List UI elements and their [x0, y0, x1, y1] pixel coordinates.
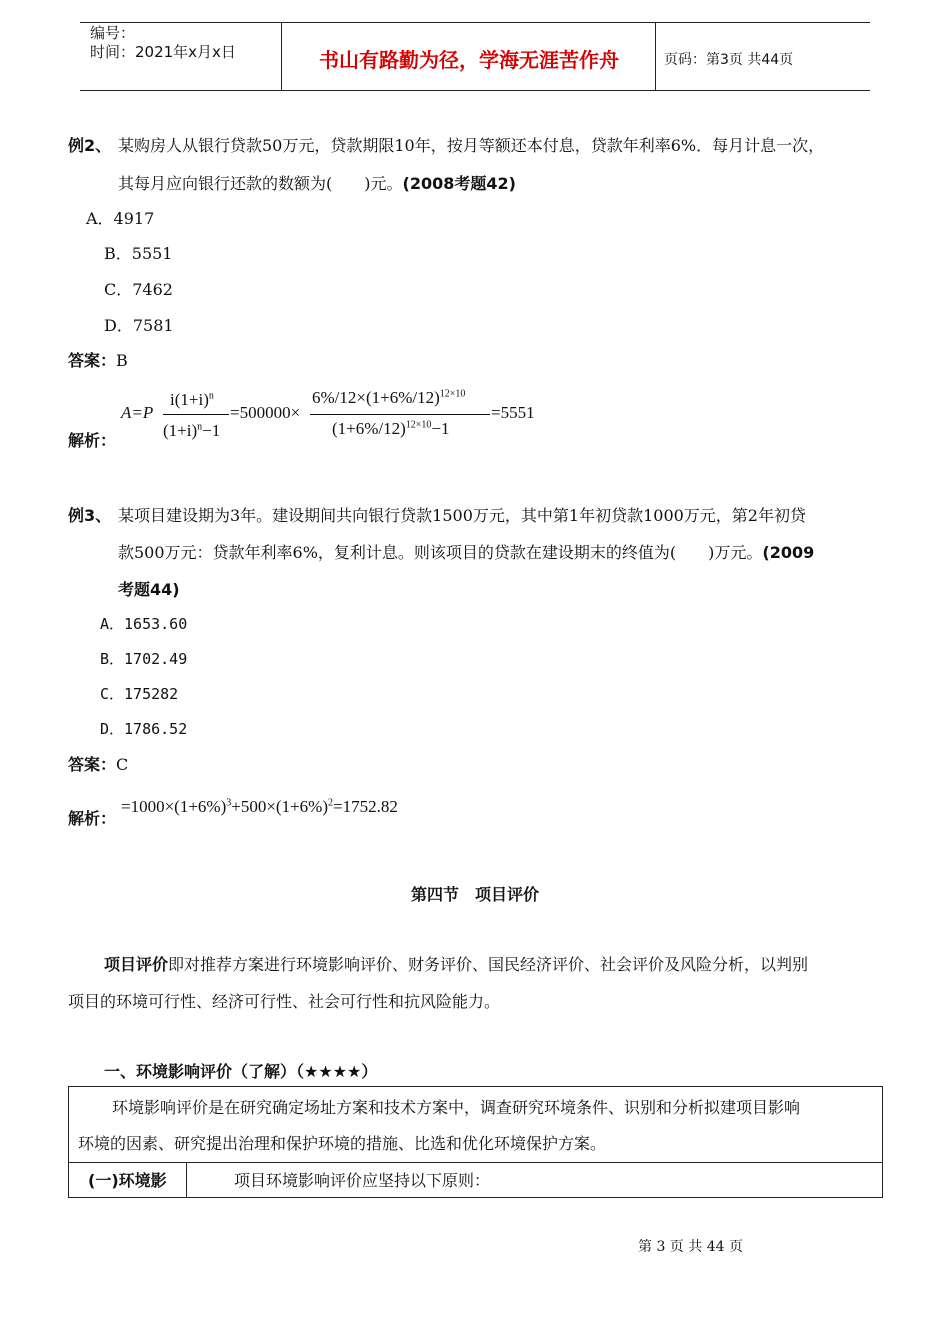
formula3-part2: +500×(1+6%) [231, 797, 328, 816]
example3-line2 [118, 540, 814, 563]
example3-analysis-label: 解析： [68, 809, 117, 828]
header-number-label: 编号： [90, 24, 136, 42]
formula2-lhs: A=P [121, 403, 154, 422]
example3-line1: 某项目建设期为3年。建设期间共向银行贷款1500万元，其中第1年初贷款1000万元，第2年初贷 [118, 506, 806, 525]
example2-option-a: A．4917 [86, 209, 155, 228]
formula2-num2-text: 6%/12×(1+6%/12) [312, 388, 440, 407]
header-bottom-rule [80, 90, 870, 91]
example2-answer-label: 答案： [68, 351, 117, 370]
header-time-label: 时间：2021年x月x日 [90, 43, 236, 61]
example3-option-a: A．1653.60 [100, 615, 188, 633]
example2-option-c: C．7462 [104, 280, 173, 299]
table-row-divider [68, 1162, 883, 1163]
example3-question: 款500万元：贷款年利率6%，复利计息。则该项目的贷款在建设期末的终值为( )万元。 [118, 543, 763, 562]
table-paragraph-line1: 环境影响评价是在研究确定场址方案和技术方案中，调查研究环境条件、识别和分析拟建项目影响 [112, 1098, 801, 1117]
example2-line1: 某购房人从银行贷款50万元，贷款期限10年，按月等额还本付息，贷款年利率6%．每月计息一次， [118, 136, 825, 155]
formula2-den1-tail: −1 [202, 421, 221, 440]
formula2-den1-text: (1+i) [163, 421, 198, 440]
formula2-fraction-bar2 [310, 414, 490, 415]
section-intro-line1 [104, 952, 808, 975]
subsection-title: 一、环境影响评价（了解）（★★★★） [104, 1062, 378, 1081]
example3-option-c: C．175282 [100, 685, 179, 703]
example2-question: 其每月应向银行还款的数额为( )元。 [118, 174, 403, 193]
formula2-num1-sup: n [208, 390, 214, 402]
table-row-head: (一)环境影 [88, 1171, 167, 1190]
header-divider-left [281, 22, 282, 91]
example3-answer [68, 752, 128, 775]
example2-answer-value: B [116, 351, 128, 370]
header-page-info: 页码：第3页 共44页 [664, 52, 794, 68]
formula2-num2-sup: 12×10 [439, 388, 466, 400]
example3-answer-value: C [116, 755, 129, 774]
formula2-numerator2 [312, 388, 465, 408]
example2-line2 [118, 171, 516, 194]
example2-label: 例2、 [68, 136, 112, 155]
formula2-numerator1 [170, 390, 214, 410]
formula2-den2-sup: 12×10 [405, 419, 432, 431]
example3-option-b: B．1702.49 [100, 650, 188, 668]
formula2-denominator1 [163, 421, 220, 441]
section-intro-bold: 项目评价 [104, 955, 169, 974]
formula2-eq1: =500000× [230, 403, 301, 422]
example2-source: (2008考题42) [402, 174, 516, 193]
example2-answer [68, 348, 128, 371]
formula3-sup2: 2 [328, 797, 333, 809]
table-row-body: 项目环境影响评价应坚持以下原则： [234, 1171, 491, 1190]
section-intro-text1: 即对推荐方案进行环境影响评价、财务评价、国民经济评价、社会评价及风险分析，以判别 [168, 955, 809, 974]
header-top-rule [80, 22, 870, 23]
formula2-den2-tail: −1 [431, 419, 450, 438]
example3-label: 例3、 [68, 506, 112, 525]
formula2-num1-text: i(1+i) [170, 390, 209, 409]
example2-analysis-label: 解析： [68, 431, 117, 450]
example3-option-d: D．1786.52 [100, 720, 188, 738]
header-divider-right [655, 22, 656, 91]
section-intro-line2: 项目的环境可行性、经济可行性、社会可行性和抗风险能力。 [68, 992, 501, 1011]
example2-option-d: D．7581 [104, 316, 174, 335]
formula3-part1: =1000×(1+6%) [121, 797, 227, 816]
header-motto: 书山有路勤为径，学海无涯苦作舟 [319, 48, 619, 72]
footer-page-number: 第 3 页 共 44 页 [638, 1239, 743, 1255]
formula3 [121, 797, 398, 817]
example3-source-a: (2009 [762, 543, 815, 562]
formula2-denominator2 [332, 419, 450, 439]
header-meta [90, 24, 236, 62]
example3-source-b: 考题44) [118, 580, 180, 599]
formula2-den2-text: (1+6%/12) [332, 419, 406, 438]
table-col-divider [186, 1162, 187, 1198]
formula3-part3: =1752.82 [333, 797, 398, 816]
formula3-sup1: 3 [226, 797, 232, 809]
section-title: 第四节 项目评价 [410, 885, 539, 904]
example3-answer-label: 答案： [68, 755, 117, 774]
formula2-fraction-bar1 [163, 414, 229, 415]
formula2-den1-sup: n [197, 421, 203, 433]
formula2-result: =5551 [491, 403, 535, 422]
example2-option-b: B．5551 [104, 244, 173, 263]
table-paragraph-line2: 环境的因素、研究提出治理和保护环境的措施、比选和优化环境保护方案。 [78, 1134, 607, 1153]
